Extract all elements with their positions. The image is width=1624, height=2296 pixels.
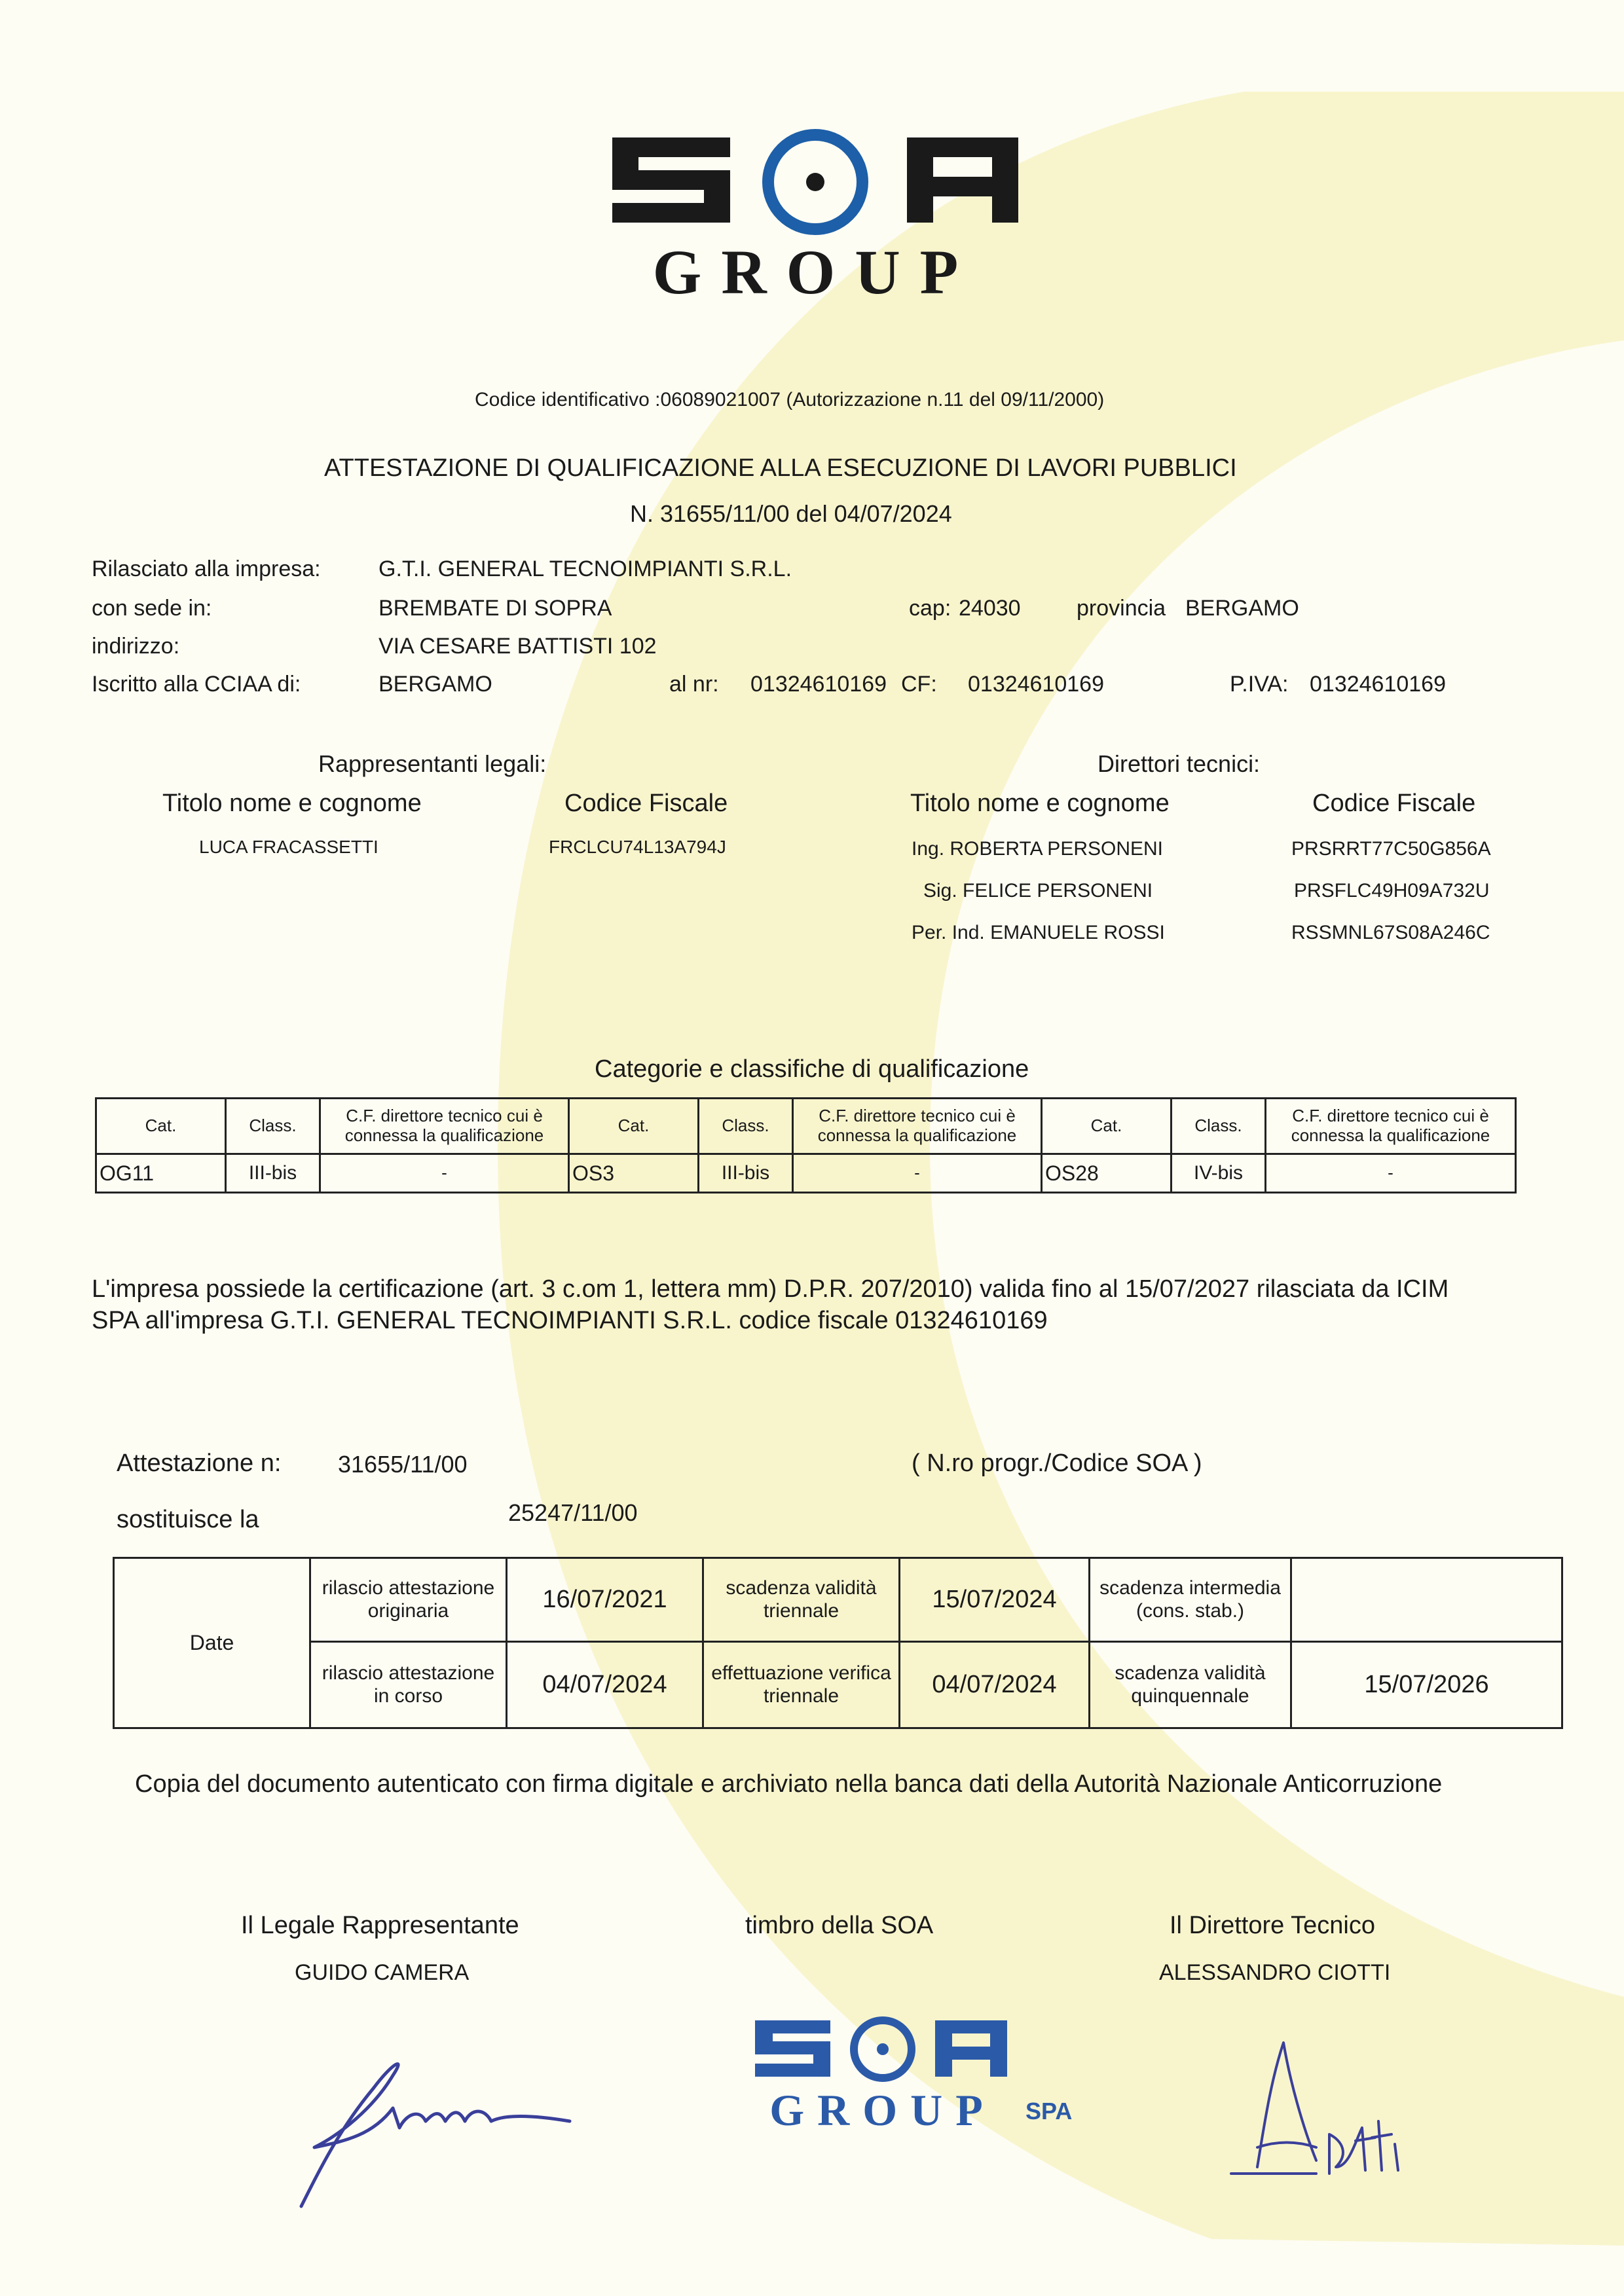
- cciaa-value: BERGAMO: [378, 672, 492, 697]
- rilasciato-label: Rilasciato alla impresa:: [92, 556, 321, 581]
- direttori-row-name: Ing. ROBERTA PERSONENI: [912, 838, 1164, 860]
- legali-col-name: Titolo nome e cognome: [162, 790, 422, 817]
- cat-header: Cat.: [1042, 1099, 1172, 1154]
- soa-logo-mark: [606, 124, 1025, 236]
- scad-quinq-value: 15/07/2026: [1291, 1642, 1562, 1728]
- ril-corso-value: 04/07/2024: [507, 1642, 703, 1728]
- legali-col-cf: Codice Fiscale: [564, 790, 728, 817]
- direttore-name: ALESSANDRO CIOTTI: [1159, 1960, 1391, 1985]
- direttori-row-cf: PRSRRT77C50G856A: [1291, 838, 1491, 860]
- cf-cell: -: [320, 1154, 569, 1193]
- ril-orig-value: 16/07/2021: [507, 1558, 703, 1642]
- soa-stamp-spa: SPA: [1025, 2098, 1073, 2124]
- soa-stamp: [752, 2013, 1092, 2143]
- cap-label: cap:: [909, 596, 951, 621]
- categorie-table: [95, 1097, 1517, 1194]
- provincia-value: BERGAMO: [1185, 596, 1299, 621]
- class-header: Class.: [226, 1099, 320, 1154]
- timbro-title: timbro della SOA: [745, 1912, 934, 1939]
- cat-header: Cat.: [96, 1099, 226, 1154]
- cat-cell: OG11: [96, 1154, 226, 1193]
- soa-logo-sub: GROUP: [652, 237, 978, 307]
- cf-header: C.F. direttore tecnico cui è connessa la qualificazione: [1266, 1099, 1516, 1154]
- soa-logo: [606, 124, 1025, 321]
- cap-value: 24030: [959, 596, 1021, 621]
- alnr-value: 01324610169: [750, 672, 887, 697]
- cat-cell: OS3: [569, 1154, 699, 1193]
- dates-table: [113, 1557, 1563, 1729]
- legale-title: Il Legale Rappresentante: [241, 1912, 519, 1939]
- cf-value: 01324610169: [968, 672, 1105, 697]
- legali-row-name: LUCA FRACASSETTI: [199, 837, 378, 857]
- direttori-row-name: Sig. FELICE PERSONENI: [923, 880, 1153, 902]
- class-cell: III-bis: [226, 1154, 320, 1193]
- cf-cell: -: [793, 1154, 1042, 1193]
- direttori-row-cf: PRSFLC49H09A732U: [1294, 880, 1490, 902]
- dates-label: Date: [114, 1558, 310, 1728]
- indirizzo-label: indirizzo:: [92, 634, 180, 659]
- certificazione-line1: L'impresa possiede la certificazione (art. 3 c.om 1, lettera mm) D.P.R. 207/2010) valida fino al 15/07/2027 rilasciata da ICIM: [92, 1275, 1449, 1303]
- piva-value: 01324610169: [1310, 672, 1447, 697]
- certificazione-line2: SPA all'impresa G.T.I. GENERAL TECNOIMPIANTI S.R.L. codice fiscale 01324610169: [92, 1307, 1048, 1334]
- sostituisce-label: sostituisce la: [117, 1506, 259, 1533]
- direttori-row-cf: RSSMNL67S08A246C: [1291, 922, 1490, 943]
- cf-label: CF:: [901, 672, 937, 697]
- copia-note: Copia del documento autenticato con firma digitale e archiviato nella banca dati della Autorità Nazionale Anticorruzione: [135, 1770, 1443, 1798]
- piva-label: P.IVA:: [1230, 672, 1289, 697]
- attestation-number: N. 31655/11/00 del 04/07/2024: [630, 500, 952, 527]
- provincia-label: provincia: [1077, 596, 1166, 621]
- rilasciato-value: G.T.I. GENERAL TECNOIMPIANTI S.R.L.: [378, 556, 792, 581]
- legale-name: GUIDO CAMERA: [295, 1960, 470, 1985]
- soa-stamp-mark: [752, 2013, 1014, 2085]
- attestazione-progr: ( N.ro progr./Codice SOA ): [912, 1449, 1202, 1477]
- direttori-heading: Direttori tecnici:: [1098, 750, 1261, 777]
- cf-cell: -: [1266, 1154, 1516, 1193]
- indirizzo-value: VIA CESARE BATTISTI 102: [378, 634, 657, 659]
- ril-orig-label: rilascio attestazione originaria: [310, 1558, 507, 1642]
- legali-heading: Rappresentanti legali:: [318, 750, 547, 777]
- direttori-row-name: Per. Ind. EMANUELE ROSSI: [912, 922, 1165, 943]
- legale-signature: [242, 2016, 583, 2213]
- attestazione-n-label: Attestazione n:: [117, 1449, 282, 1477]
- scad-quinq-label: scadenza validità quinquennale: [1090, 1642, 1291, 1728]
- scad-interm-label: scadenza intermedia (cons. stab.): [1090, 1558, 1291, 1642]
- cf-header: C.F. direttore tecnico cui è connessa la qualificazione: [793, 1099, 1042, 1154]
- class-header: Class.: [1172, 1099, 1266, 1154]
- attestazione-n-value: 31655/11/00: [338, 1451, 468, 1478]
- scad-trien-value: 15/07/2024: [900, 1558, 1090, 1642]
- direttori-col-name: Titolo nome e cognome: [910, 790, 1170, 817]
- eff-verif-label: effettuazione verifica triennale: [703, 1642, 900, 1728]
- direttori-col-cf: Codice Fiscale: [1312, 790, 1476, 817]
- cat-header: Cat.: [569, 1099, 699, 1154]
- soa-stamp-sub: GROUP: [769, 2085, 996, 2135]
- scad-interm-value: [1291, 1558, 1562, 1642]
- legali-row-cf: FRCLCU74L13A794J: [549, 837, 726, 857]
- eff-verif-value: 04/07/2024: [900, 1642, 1090, 1728]
- sede-value: BREMBATE DI SOPRA: [378, 596, 612, 621]
- scad-trien-label: scadenza validità triennale: [703, 1558, 900, 1642]
- cat-cell: OS28: [1042, 1154, 1172, 1193]
- document-title: ATTESTAZIONE DI QUALIFICAZIONE ALLA ESECUZIONE DI LAVORI PUBBLICI: [324, 454, 1237, 482]
- categorie-heading: Categorie e classifiche di qualificazione: [595, 1055, 1029, 1083]
- class-header: Class.: [699, 1099, 793, 1154]
- cf-header: C.F. direttore tecnico cui è connessa la qualificazione: [320, 1099, 569, 1154]
- direttore-signature: [1218, 2030, 1428, 2187]
- codice-identificativo: Codice identificativo :06089021007 (Autorizzazione n.11 del 09/11/2000): [475, 389, 1105, 410]
- class-cell: IV-bis: [1172, 1154, 1266, 1193]
- sede-label: con sede in:: [92, 596, 212, 621]
- direttore-title: Il Direttore Tecnico: [1170, 1912, 1375, 1939]
- class-cell: III-bis: [699, 1154, 793, 1193]
- alnr-label: al nr:: [669, 672, 719, 697]
- cciaa-label: Iscritto alla CCIAA di:: [92, 672, 301, 697]
- ril-corso-label: rilascio attestazione in corso: [310, 1642, 507, 1728]
- sostituisce-value: 25247/11/00: [508, 1499, 638, 1526]
